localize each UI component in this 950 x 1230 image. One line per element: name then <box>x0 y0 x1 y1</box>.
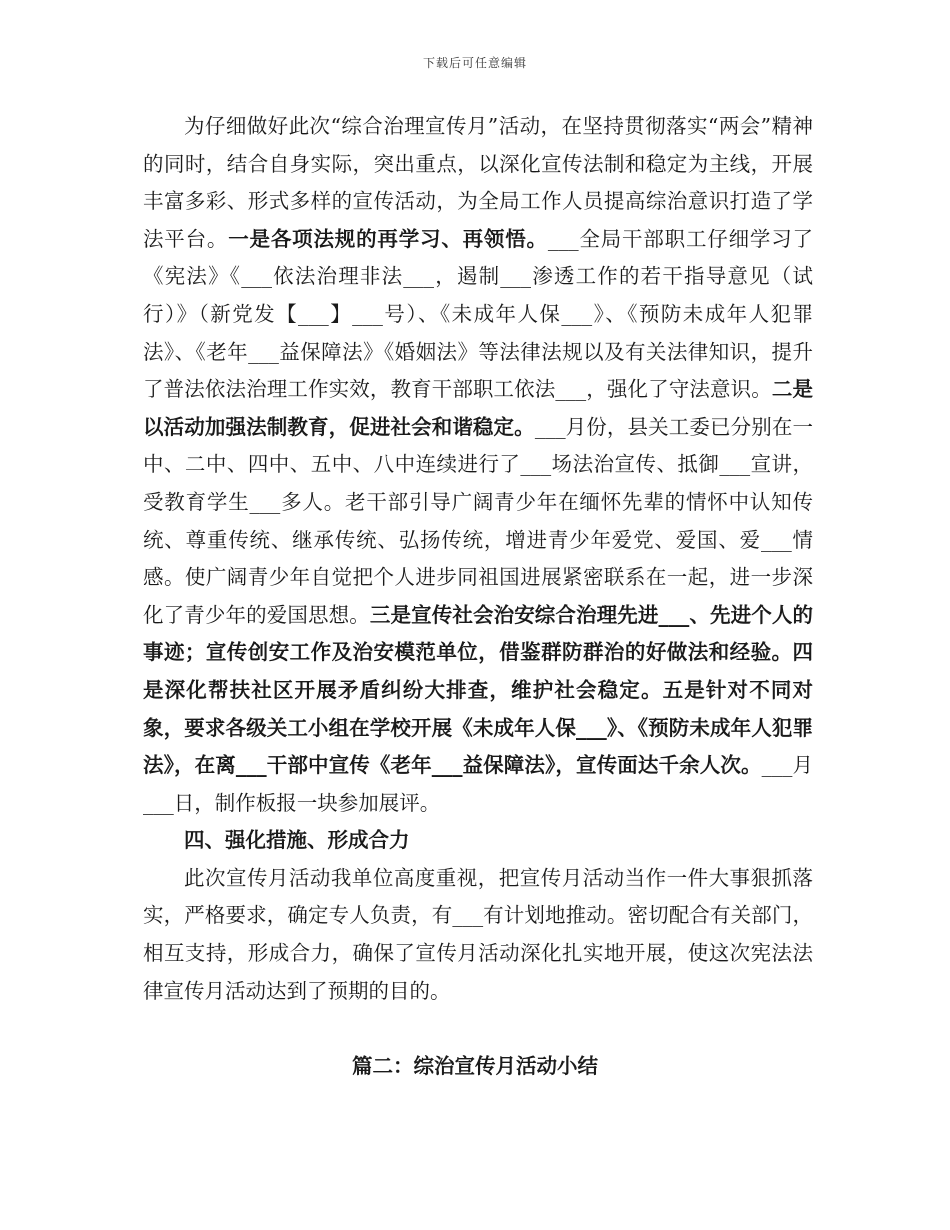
document-body <box>143 108 813 1010</box>
bold-point-two: 二是以活动加强法制教育，促进社会和谐稳定。 <box>143 377 814 439</box>
paragraph-text: ___全局干部职工仔细学习了《宪法》《___依法治理非法___，遏制___渗透工作的若干指导意见（试行）》（新党发【___】___号）、《未成年人保___》、《预防未成年人犯罪法》、《老年___益保障法》《婚姻法》等法律法规以及有关法律知识，提升了普法依法治理工作实效，教育干部职工依法___，强化了守法意识。 <box>143 226 814 402</box>
section-heading-four: 四、强化措施、形成合力 <box>184 828 410 853</box>
paragraph-measures: 此次宣传月活动我单位高度重视，把宣传月活动当作一件大事狠抓落实，严格要求，确定专人负责，有___有计划地推动。密切配合有关部门，相互支持，形成合力，确保了宣传月活动深化扎实地开展，使这次宪法法律宣传月活动达到了预期的目的。 <box>143 865 813 1003</box>
bold-points-three-to-five: 三是宣传社会治安综合治理先进___、先进个人的事迹；宣传创安工作及治安模范单位，借鉴群防群治的好做法和经验。四是深化帮扶社区开展矛盾纠纷大排查，维护社会稳定。五是针对不同对象，要求各级关工小组在学校开展《未成年人保___》、《预防未成年人犯罪法》，在离___干部中宣传《老年___益保障法》，宣传面达千余人次。 <box>143 602 814 778</box>
bold-point-one: 一是各项法规的再学习、再领悟。 <box>228 226 548 251</box>
next-article-title: 篇二：综治宣传月活动小结 <box>352 1054 598 1078</box>
page-header: 下载后可任意编辑 <box>422 56 527 70</box>
paragraph-text: 为仔细做好此次“综合治理宣传月”活动，在坚持贯彻落实“两会”精神的同时，结合自身实际，突出重点，以深化宣传法制和稳定为主线，开展丰富多彩、形式多样的宣传活动，为全局工作人员提高综治意识打造了学法平台。 <box>143 114 813 251</box>
paragraph-text: ___月份，县关工委已分别在一中、二中、四中、五中、八中连续进行了___场法治宣传、抵御___宣讲，受教育学生___多人。老干部引导广阔青少年在缅怀先辈的情怀中认知传统、尊重传统、继承传统、弘扬传统，增进青少年爱党、爱国、爱___情感。使广阔青少年自觉把个人进步同祖国进展紧密联系在一起，进一步深化了青少年的爱国思想。 <box>143 414 814 627</box>
paragraph-activities <box>143 108 813 822</box>
paragraph-text: ___月___日，制作板报一块参加展评。 <box>143 753 814 815</box>
